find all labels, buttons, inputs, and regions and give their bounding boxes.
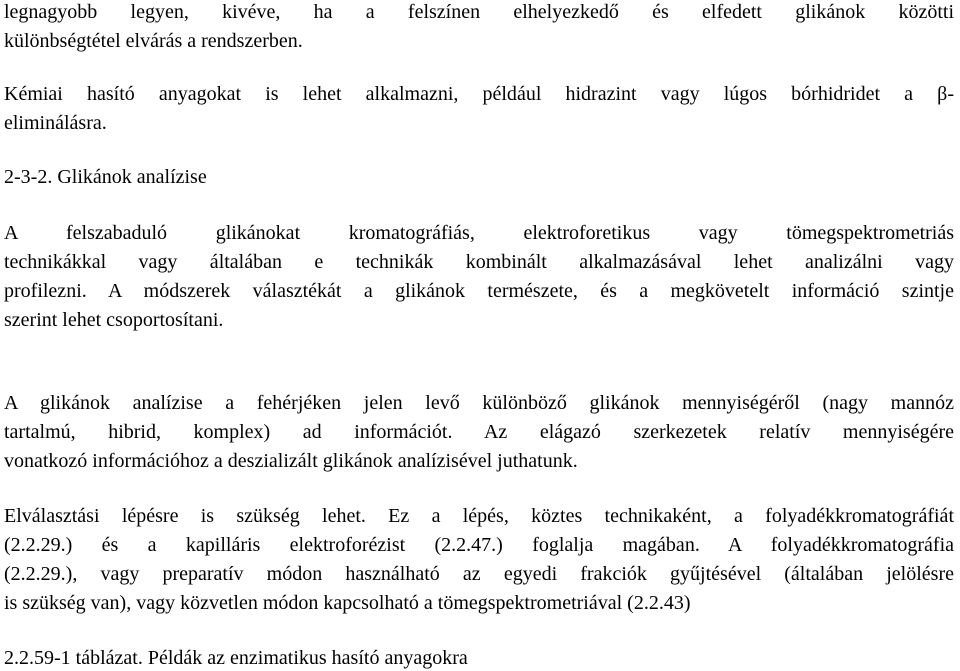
para5-line3: (2.2.29.), vagy preparatív módon használható az egyedi frakciók gyűjtésével (általában jelölésre — [4, 563, 954, 585]
para2-line2: eliminálásra. — [4, 112, 107, 134]
para5-line2: (2.2.29.) és a kapilláris elektroforézist (2.2.47.) foglalja magában. A folyadékkromatográfia — [4, 534, 954, 556]
para3-line2: technikákkal vagy általában e technikák kombinált alkalmazásával lehet analizálni vagy — [4, 251, 954, 273]
para4-line1: A glikánok analízise a fehérjéken jelen levő különböző glikánok mennyiségéről (nagy mannóz — [4, 392, 954, 414]
para3-line3: profilezni. A módszerek választékát a glikánok természete, és a megkövetelt információ szintje — [4, 280, 954, 302]
para4-line3: vonatkozó információhoz a deszializált glikánok analízisével juthatunk. — [4, 450, 578, 472]
para1-line1: legnagyobb legyen, kivéve, ha a felszínen elhelyezkedő és elfedett glikánok közötti — [4, 1, 954, 23]
para5-line4: is szükség van), vagy közvetlen módon kapcsolható a tömegspektrometriával (2.2.43) — [4, 592, 691, 614]
para3-line4: szerint lehet csoportosítani. — [4, 309, 224, 331]
section-heading: 2-3-2. Glikánok analízise — [4, 166, 207, 188]
para4-line2: tartalmú, hibrid, komplex) ad információt. Az elágazó szerkezetek relatív mennyiségére — [4, 421, 954, 443]
para2-line1: Kémiai hasító anyagokat is lehet alkalmazni, például hidrazint vagy lúgos bórhidridet a β- — [4, 83, 954, 105]
para1-line2: különbségtétel elvárás a rendszerben. — [4, 30, 303, 52]
para3-line1: A felszabaduló glikánokat kromatográfiás, elektroforetikus vagy tömegspektrometriás — [4, 222, 954, 244]
table-caption: 2.2.59-1 táblázat. Példák az enzimatikus hasító anyagokra — [4, 647, 468, 669]
para5-line1: Elválasztási lépésre is szükség lehet. Ez a lépés, köztes technikaként, a folyadékkromatográfiát — [4, 505, 954, 527]
